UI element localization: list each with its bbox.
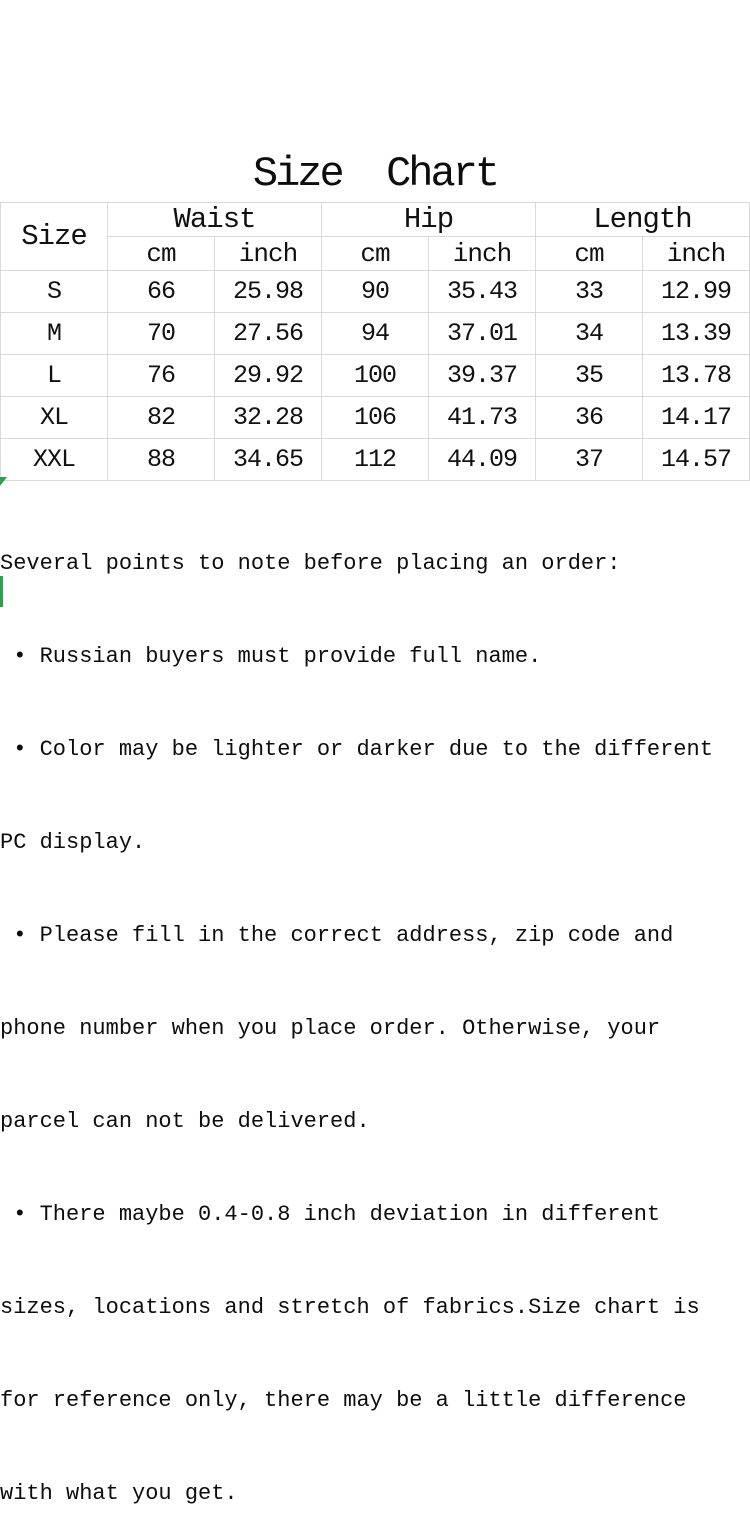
value-cell: 44.09 xyxy=(429,439,536,481)
value-cell: 12.99 xyxy=(643,271,750,313)
value-cell: 41.73 xyxy=(429,397,536,439)
size-label: XXL xyxy=(1,439,108,481)
value-cell: 100 xyxy=(322,355,429,397)
value-cell: 106 xyxy=(322,397,429,439)
table-row-s xyxy=(1,271,750,313)
size-label: S xyxy=(1,271,108,313)
table-header-row-units xyxy=(1,237,750,271)
value-cell: 13.78 xyxy=(643,355,750,397)
unit-length-inch: inch xyxy=(643,237,750,271)
unit-length-cm: cm xyxy=(536,237,643,271)
unit-waist-cm: cm xyxy=(108,237,215,271)
table-row-xxl xyxy=(1,439,750,481)
value-cell: 32.28 xyxy=(215,397,322,439)
value-cell: 14.57 xyxy=(643,439,750,481)
note-line: sizes, locations and stretch of fabrics.Size chart is xyxy=(0,1295,700,1320)
value-cell: 70 xyxy=(108,313,215,355)
value-cell: 13.39 xyxy=(643,313,750,355)
note-line: parcel can not be delivered. xyxy=(0,1109,370,1134)
green-tick-mark xyxy=(0,477,7,486)
order-notes xyxy=(0,486,750,1540)
value-cell: 37 xyxy=(536,439,643,481)
note-line: • There maybe 0.4-0.8 inch deviation in different xyxy=(0,1202,661,1227)
table-row-xl xyxy=(1,397,750,439)
size-label: L xyxy=(1,355,108,397)
value-cell: 25.98 xyxy=(215,271,322,313)
header-hip: Hip xyxy=(322,203,536,237)
value-cell: 66 xyxy=(108,271,215,313)
note-line: with what you get. xyxy=(0,1481,238,1506)
size-label: XL xyxy=(1,397,108,439)
page-title: Size Chart xyxy=(252,150,498,198)
value-cell: 76 xyxy=(108,355,215,397)
notes-heading: Several points to note before placing an order: xyxy=(0,551,621,576)
value-cell: 37.01 xyxy=(429,313,536,355)
value-cell: 29.92 xyxy=(215,355,322,397)
value-cell: 34.65 xyxy=(215,439,322,481)
note-line: phone number when you place order. Otherwise, your xyxy=(0,1016,661,1041)
value-cell: 112 xyxy=(322,439,429,481)
value-cell: 90 xyxy=(322,271,429,313)
value-cell: 35 xyxy=(536,355,643,397)
table-row-l xyxy=(1,355,750,397)
table-header-row-groups xyxy=(1,203,750,237)
value-cell: 35.43 xyxy=(429,271,536,313)
unit-waist-inch: inch xyxy=(215,237,322,271)
unit-hip-cm: cm xyxy=(322,237,429,271)
value-cell: 82 xyxy=(108,397,215,439)
value-cell: 27.56 xyxy=(215,313,322,355)
note-line: for reference only, there may be a little difference xyxy=(0,1388,687,1413)
value-cell: 36 xyxy=(536,397,643,439)
value-cell: 34 xyxy=(536,313,643,355)
value-cell: 33 xyxy=(536,271,643,313)
note-line: • Color may be lighter or darker due to the different xyxy=(0,737,713,762)
value-cell: 39.37 xyxy=(429,355,536,397)
header-waist: Waist xyxy=(108,203,322,237)
unit-hip-inch: inch xyxy=(429,237,536,271)
value-cell: 88 xyxy=(108,439,215,481)
note-line: • Russian buyers must provide full name. xyxy=(0,644,542,669)
note-line: • Please fill in the correct address, zip code and xyxy=(0,923,674,948)
size-label: M xyxy=(1,313,108,355)
header-length: Length xyxy=(536,203,750,237)
header-size: Size xyxy=(1,203,108,271)
value-cell: 94 xyxy=(322,313,429,355)
green-cursor-bar xyxy=(0,576,3,607)
value-cell: 14.17 xyxy=(643,397,750,439)
table-row-m xyxy=(1,313,750,355)
size-chart-table xyxy=(0,202,750,481)
note-line: PC display. xyxy=(0,830,146,855)
